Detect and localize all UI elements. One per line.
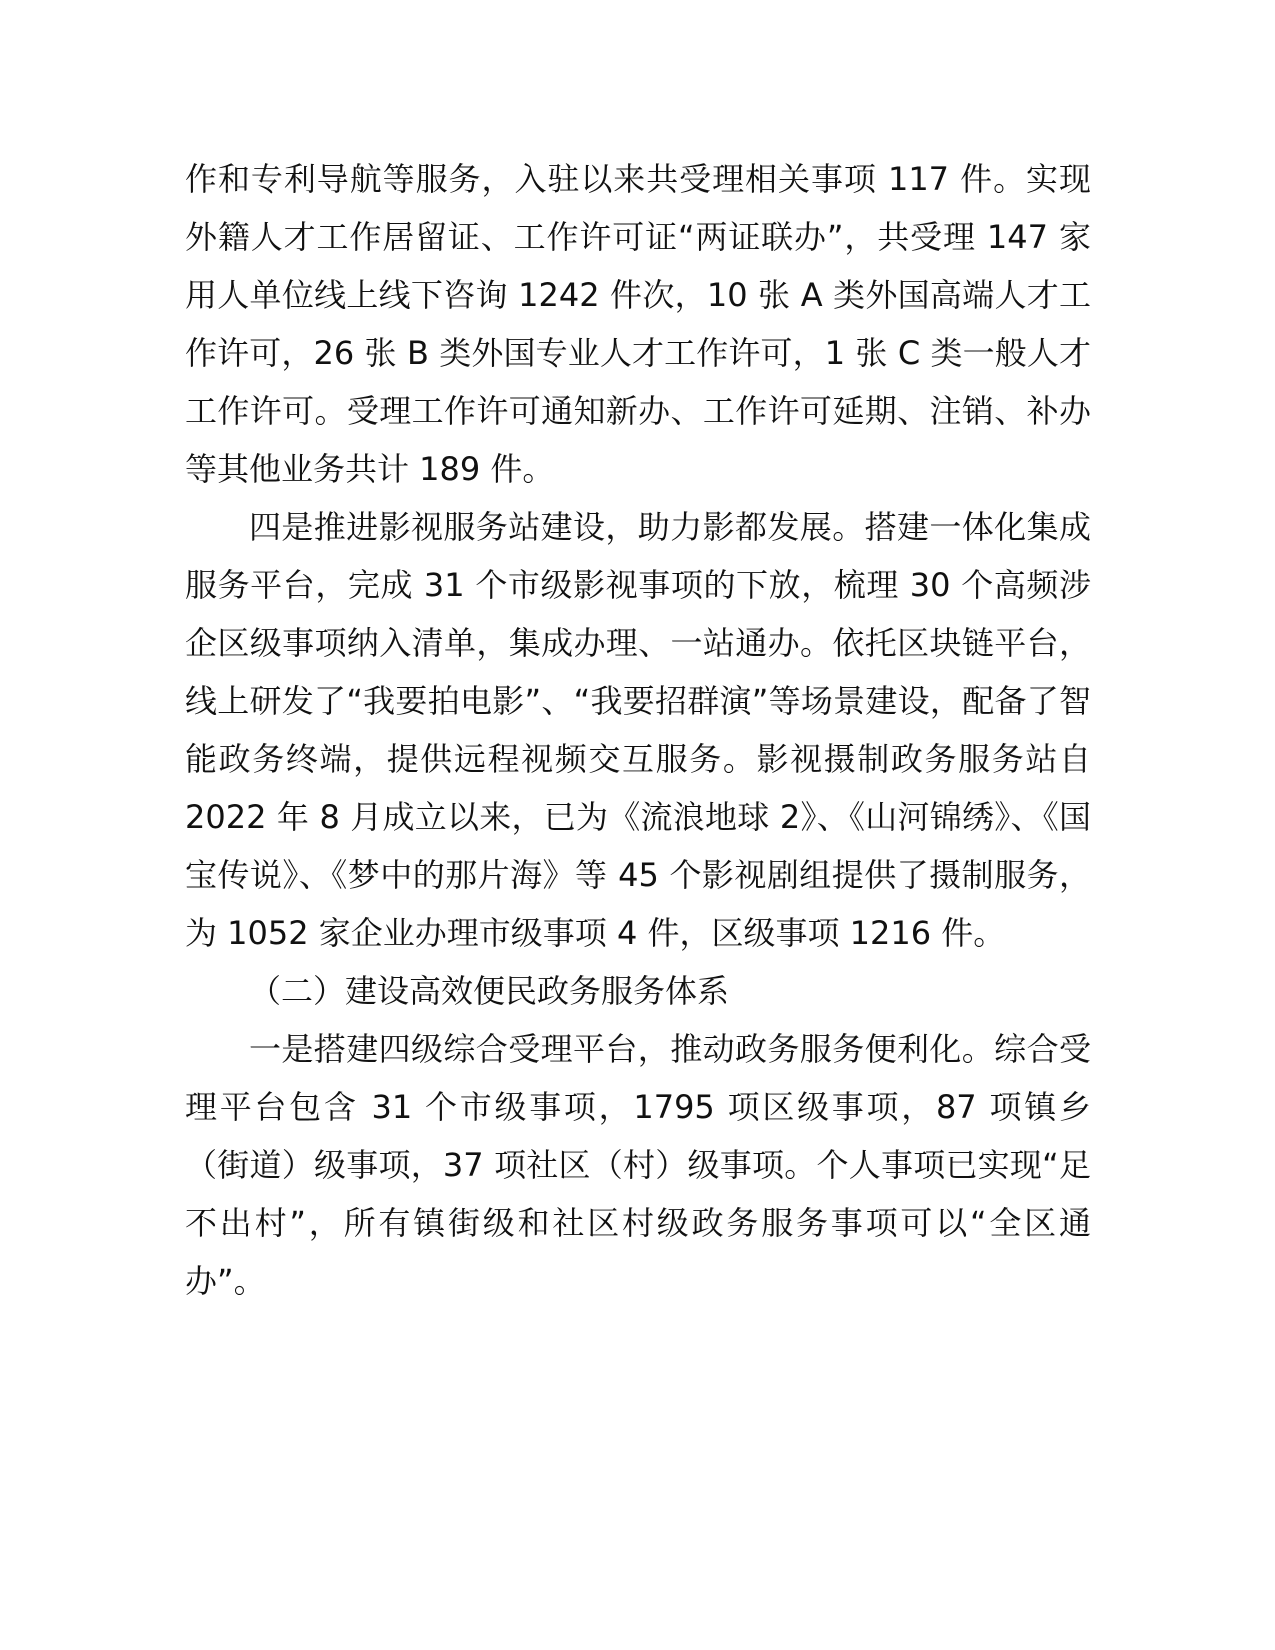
paragraph-film-service-station: 四是推进影视服务站建设，助力影都发展。搭建一体化集成服务平台，完成 31 个市级影视事项的下放，梳理 30 个高频涉企区级事项纳入清单，集成办理、一站通办。依托区块链平台，线上研发了“我要拍电影”、“我要招群演”等场景建设，配备了智能政务终端，提供远程视频交互服务。影视摄制政务服务站自 2022 年 8 月成立以来，已为《流浪地球 2》、《山河锦绣》、《国宝传说》、《梦中的那片海》等 45 个影视剧组提供了摄制服务，为 1052 家企业办理市级事项 4 件，区级事项 1216 件。 <box>185 508 1091 952</box>
document-page <box>185 150 1091 1310</box>
paragraph-acceptance-platform: 一是搭建四级综合受理平台，推动政务服务便利化。综合受理平台包含 31 个市级事项，1795 项区级事项，87 项镇乡（街道）级事项，37 项社区（村）级事项。个人事项已实现“足不出村”，所有镇街级和社区村级政务服务事项可以“全区通办”。 <box>185 1030 1091 1300</box>
section-heading: （二）建设高效便民政务服务体系 <box>249 972 730 1010</box>
paragraph-continued: 作和专利导航等服务，入驻以来共受理相关事项 117 件。实现外籍人才工作居留证、工作许可证“两证联办”，共受理 147 家用人单位线上线下咨询 1242 件次，10 张 A 类外国高端人才工作许可，26 张 B 类外国专业人才工作许可，1 张 C 类一般人才工作许可。受理工作许可通知新办、工作许可延期、注销、补办等其他业务共计 189 件。 <box>185 160 1091 488</box>
